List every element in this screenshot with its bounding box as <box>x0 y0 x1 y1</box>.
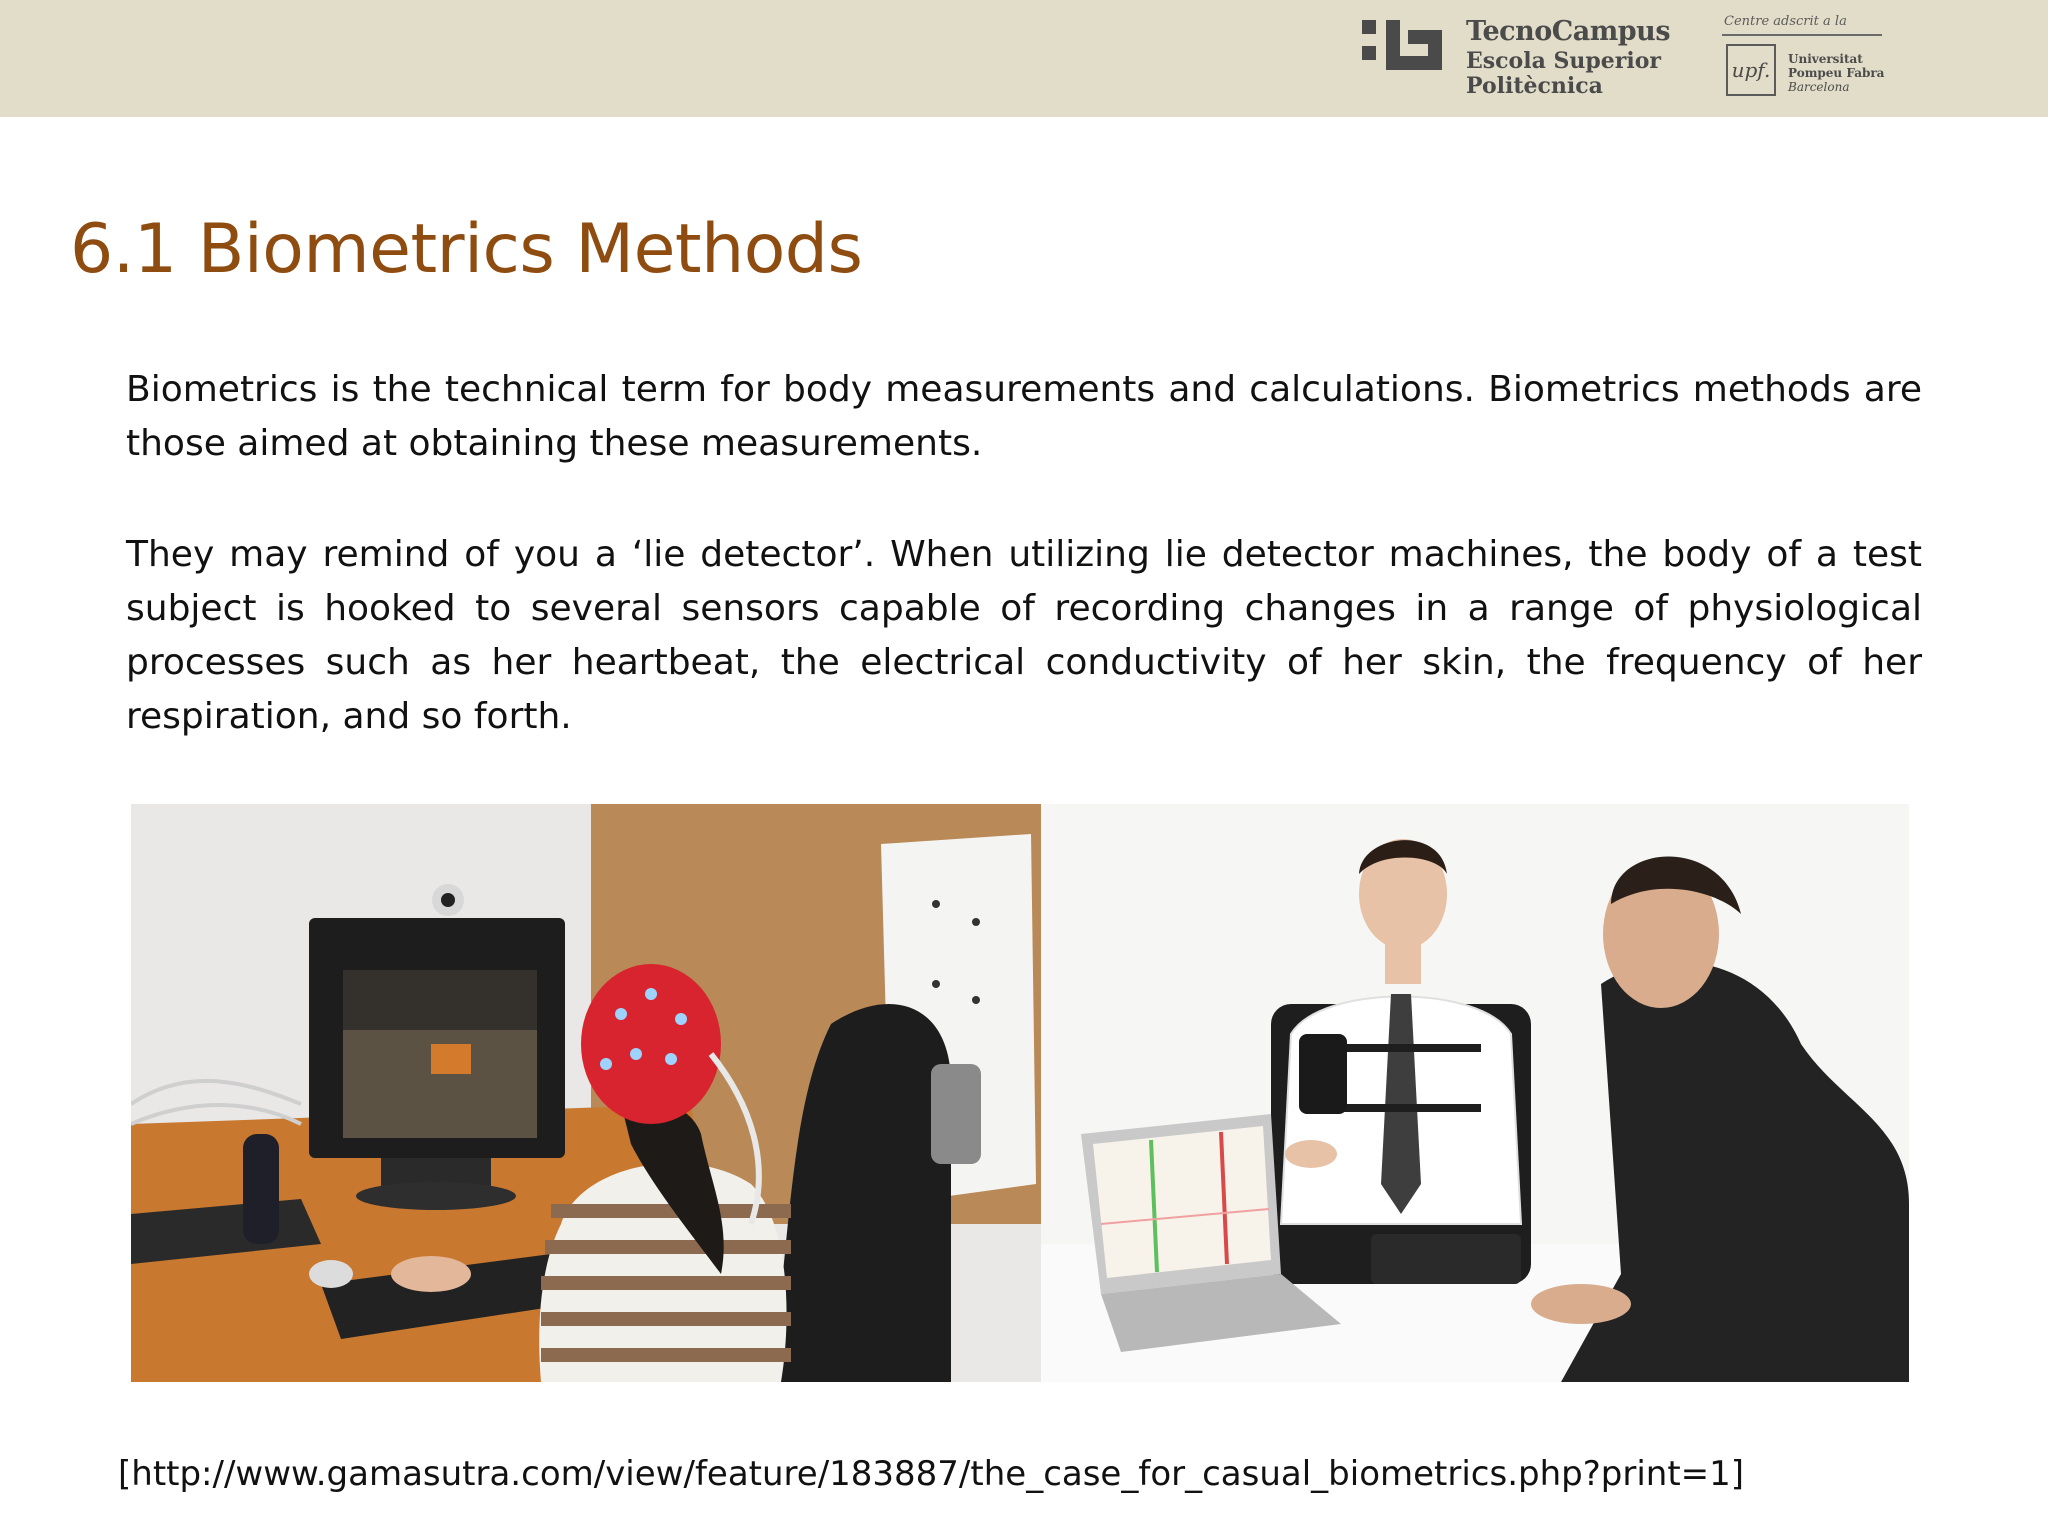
upf-name-line3: Barcelona <box>1788 80 1850 94</box>
upf-name-line2: Pompeu Fabra <box>1788 66 1885 80</box>
body-paragraph-2: They may remind of you a ‘lie detector’. When utilizing lie detector machines, the body of a test subject is hooked to several sensors capable of recording changes in a range of physiological processes such as her heartbeat, the electrical conductivity of her skin, the frequency of her respiration, and so forth. <box>126 534 1922 737</box>
body-paragraph-1: Biometrics is the technical term for body measurements and calculations. Biometrics methods are those aimed at obtaining these measurements. <box>126 369 1922 464</box>
tecnocampus-name: TecnoCampus <box>1466 16 1671 47</box>
upf-logo-icon: upf. <box>1726 44 1776 96</box>
upf-divider <box>1722 34 1882 36</box>
tecnocampus-wordmark <box>1466 18 1670 97</box>
slide-title: 6.1 Biometrics Methods <box>70 210 863 289</box>
tecnocampus-school: Escola Superior <box>1466 48 1661 74</box>
upf-name-line1: Universitat <box>1788 52 1863 66</box>
tecnocampus-logo-icon <box>1362 20 1442 76</box>
header-bar <box>0 0 2048 117</box>
upf-caption: Centre adscrit a la <box>1724 14 1847 29</box>
photo-lie-detector <box>1041 804 1909 1382</box>
upf-wordmark <box>1788 52 1884 94</box>
source-citation: [http://www.gamasutra.com/view/feature/183887/the_case_for_casual_biometrics.php?print=1] <box>118 1454 1745 1494</box>
tecnocampus-school-2: Politècnica <box>1466 73 1603 99</box>
photo-eeg-gaming <box>131 804 1041 1382</box>
